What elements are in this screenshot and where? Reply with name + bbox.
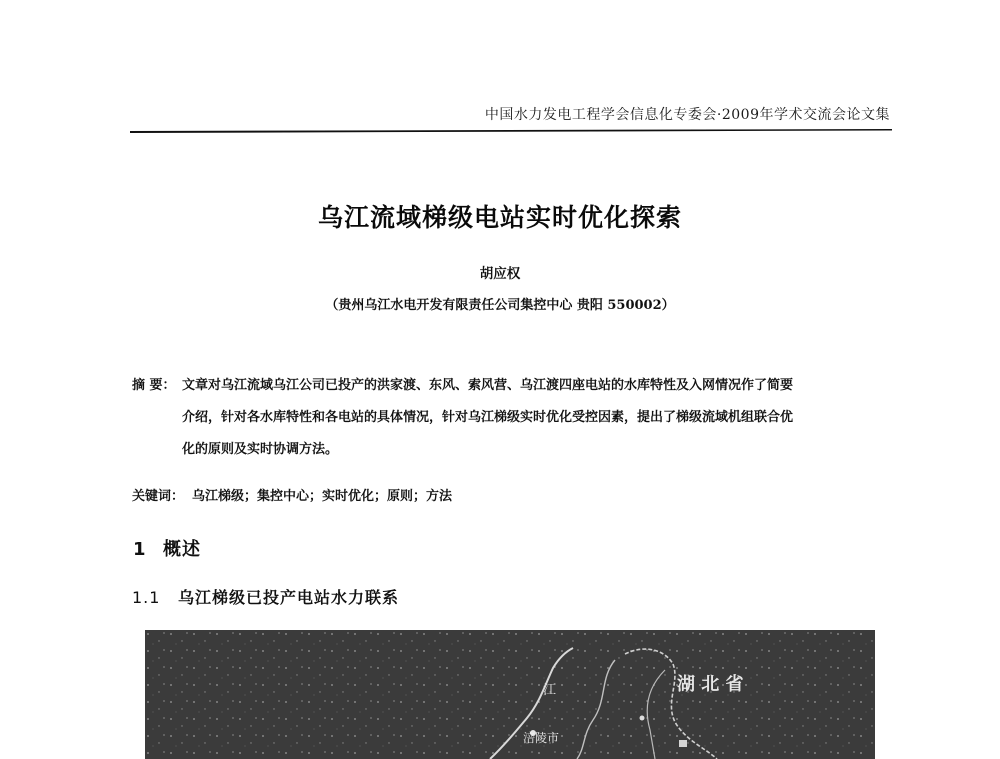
- section-heading: [133, 535, 201, 561]
- subsection-title: 乌江梯级已投产电站水力联系: [178, 588, 400, 607]
- paper-affiliation: （贵州乌江水电开发有限责任公司集控中心 贵阳 550002）: [325, 298, 675, 313]
- abstract-label: 摘 要：: [132, 378, 176, 393]
- subsection-heading: [132, 585, 399, 608]
- keywords-label: 关键词：: [132, 489, 185, 504]
- map-province-label: 湖 北 省: [677, 674, 744, 695]
- abstract-line: 介绍，针对各水库特性和各电站的具体情况，针对乌江梯级实时优化受控因素，提出了梯级流域机组联合优: [182, 410, 794, 425]
- river-basin-map: [145, 630, 875, 759]
- abstract-line: 化的原则及实时协调方法。: [182, 442, 339, 457]
- abstract-line: 文章对乌江流域乌江公司已投产的洪家渡、东风、索风营、乌江渡四座电站的水库特性及入网情况作了简要: [182, 378, 794, 393]
- paper-author: 胡应权: [479, 266, 521, 282]
- running-header: 中国水力发电工程学会信息化专委会·2009年学术交流会论文集: [484, 107, 890, 123]
- section-title: 概述: [163, 539, 201, 560]
- header-rule: [130, 124, 892, 137]
- section-number: 1: [133, 539, 147, 560]
- paper-title: 乌江流域梯级电站实时优化探索: [317, 203, 682, 232]
- map-river-label: 江: [543, 683, 557, 698]
- map-city-label: 涪陵市: [523, 731, 560, 745]
- subsection-number: 1.1: [132, 588, 161, 607]
- keywords-text: 乌江梯级；集控中心；实时优化；原则；方法: [192, 489, 453, 504]
